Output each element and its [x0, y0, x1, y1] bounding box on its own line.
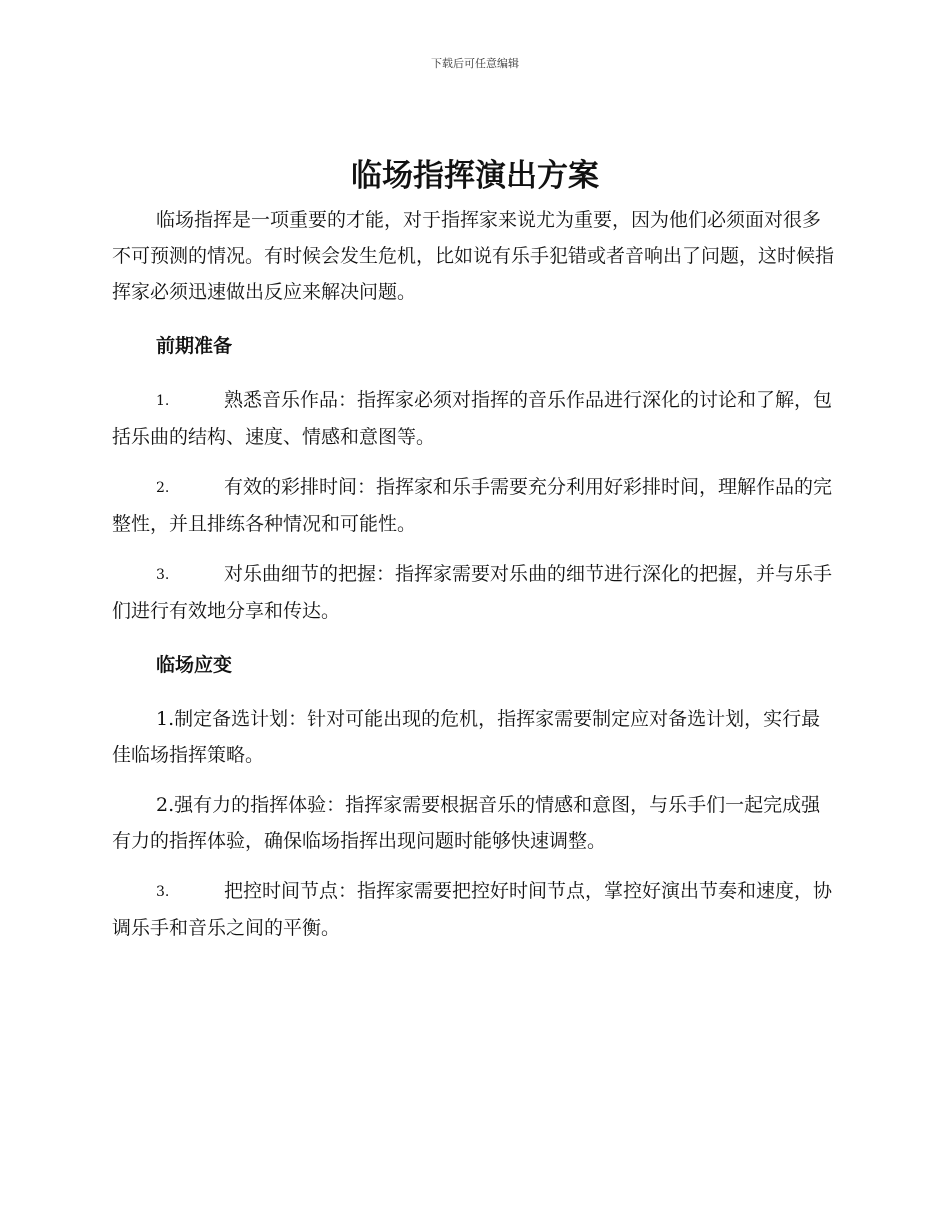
intro-paragraph: 临场指挥是一项重要的才能，对于指挥家来说尤为重要，因为他们必须面对很多不可预测的情况。有时候会发生危机，比如说有乐手犯错或者音响出了问题，这时候指挥家必须迅速做出反应来解决问题。	[112, 209, 835, 303]
list-item-text: 熟悉音乐作品：指挥家必须对指挥的音乐作品进行深化的讨论和了解，包括乐曲的结构、速度、情感和意图等。	[112, 389, 833, 448]
list-item-text: 2.强有力的指挥体验：指挥家需要根据音乐的情感和意图，与乐手们一起完成强有力的指挥体验，确保临场指挥出现问题时能够快速调整。	[112, 794, 821, 852]
list-item-text: 1.制定备选计划：针对可能出现的危机，指挥家需要制定应对备选计划，实行最佳临场指挥策略。	[112, 708, 821, 766]
list-item-text: 对乐曲细节的把握：指挥家需要对乐曲的细节进行深化的把握，并与乐手们进行有效地分享和传达。	[112, 563, 833, 622]
section-heading-improvisation: 临场应变	[156, 654, 233, 676]
list-item-text: 有效的彩排时间：指挥家和乐手需要充分利用好彩排时间，理解作品的完整性，并且排练各种情况和可能性。	[112, 476, 833, 535]
list-number: 2.	[156, 480, 170, 496]
list-item	[112, 382, 834, 455]
document-title: 临场指挥演出方案	[351, 158, 599, 194]
list-item	[112, 787, 834, 859]
document-body	[112, 202, 834, 946]
list-item	[112, 556, 834, 629]
list-number: 3.	[156, 567, 170, 583]
list-item	[112, 469, 834, 542]
list-number: 1.	[156, 393, 170, 409]
list-item	[112, 873, 834, 946]
list-item-text: 把控时间节点：指挥家需要把控好时间节点，掌控好演出节奏和速度，协调乐手和音乐之间的平衡。	[112, 880, 833, 939]
section-heading-preparation: 前期准备	[156, 335, 233, 357]
page-header: 下载后可任意编辑	[431, 57, 519, 70]
list-number: 3.	[156, 884, 170, 900]
list-item	[112, 701, 834, 773]
